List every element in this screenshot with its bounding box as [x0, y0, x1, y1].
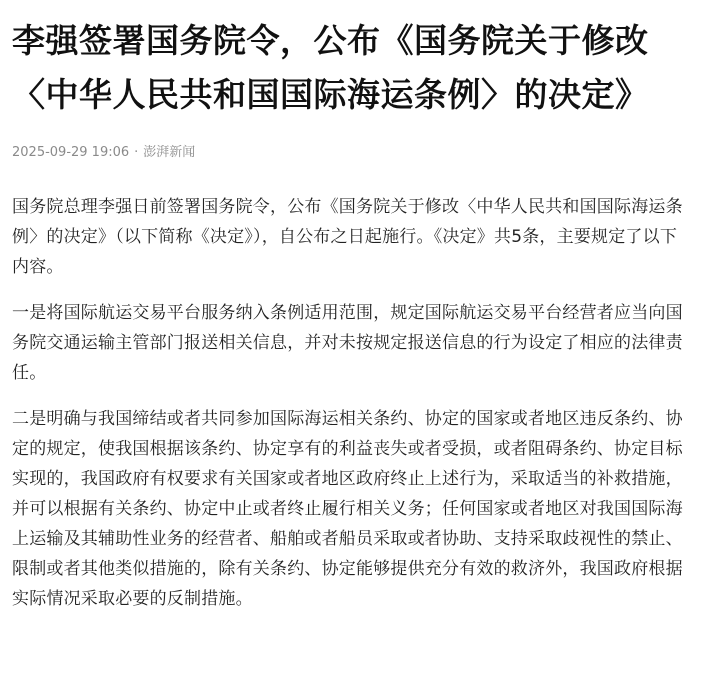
publish-date: 2025-09-29 19:06	[12, 145, 130, 160]
article-body	[12, 192, 690, 614]
article-meta	[12, 144, 690, 162]
paragraph: 二是明确与我国缔结或者共同参加国际海运相关条约、协定的国家或者地区违反条约、协定的规定，使我国根据该条约、协定享有的利益丧失或者受损，或者阻碍条约、协定目标实现的，我国政府有权要求有关国家或者地区政府终止上述行为，采取适当的补救措施，并可以根据有关条约、协定中止或者终止履行相关义务；任何国家或者地区对我国国际海上运输及其辅助性业务的经营者、船舶或者船员采取或者协助、支持采取歧视性的禁止、限制或者其他类似措施的，除有关条约、协定能够提供充分有效的救济外，我国政府根据实际情况采取必要的反制措施。	[12, 409, 683, 609]
article-title: 李强签署国务院令，公布《国务院关于修改〈中华人民共和国国际海运条例〉的决定》	[12, 21, 649, 114]
article-source[interactable]: 澎湃新闻	[143, 145, 196, 160]
paragraph: 国务院总理李强日前签署国务院令，公布《国务院关于修改〈中华人民共和国国际海运条例〉的决定》（以下简称《决定》），自公布之日起施行。《决定》共5条，主要规定了以下内容。	[12, 197, 683, 277]
meta-separator: ·	[134, 145, 139, 160]
paragraph: 一是将国际航运交易平台服务纳入条例适用范围，规定国际航运交易平台经营者应当向国务院交通运输主管部门报送相关信息，并对未按规定报送信息的行为设定了相应的法律责任。	[12, 303, 683, 383]
